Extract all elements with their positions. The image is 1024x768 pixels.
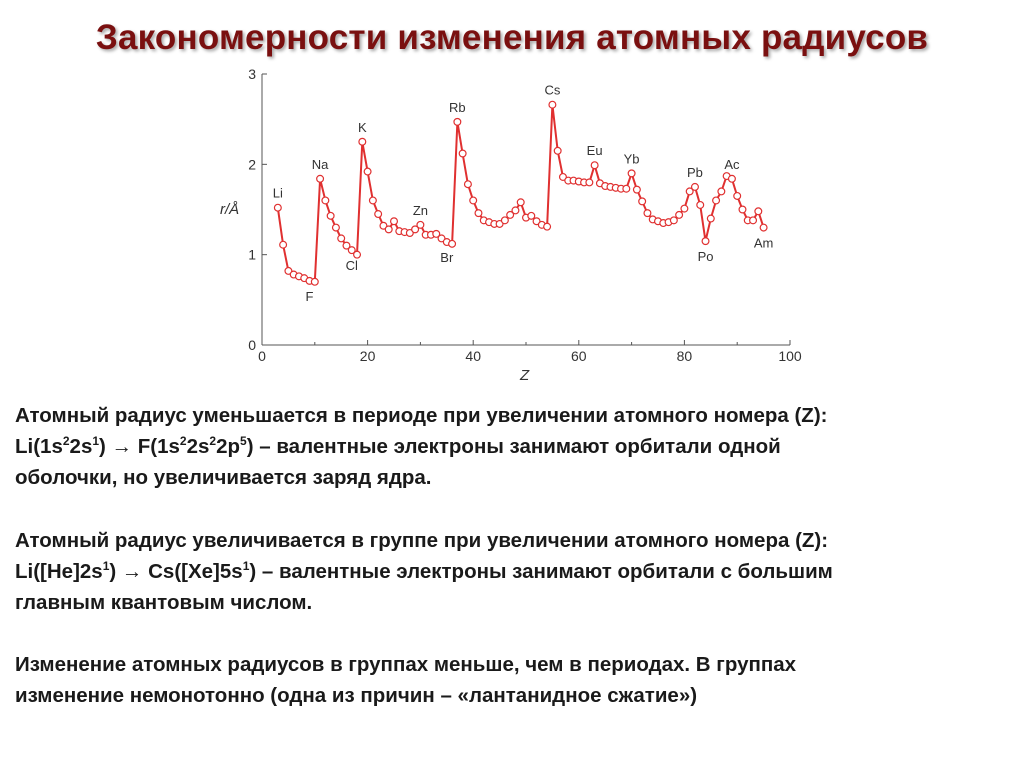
element-label: Br (440, 250, 454, 266)
data-point (280, 241, 287, 248)
data-point (676, 212, 683, 219)
element-label: Eu (586, 143, 603, 159)
data-point (465, 181, 472, 188)
data-point (501, 217, 508, 224)
data-point (760, 224, 767, 231)
data-point (702, 238, 709, 245)
element-label: Cl (345, 258, 358, 274)
x-tick-label: 100 (778, 348, 802, 364)
data-point (364, 168, 371, 175)
comparison-line-2: изменение немонотонно (одна из причин – «лантанидное сжатие») (15, 684, 698, 708)
data-point (385, 226, 392, 233)
group-explanation-end: главным квантовым числом. (15, 591, 313, 615)
data-point (697, 202, 704, 209)
data-point (707, 215, 714, 222)
data-point (311, 278, 318, 285)
x-tick-label: 40 (465, 348, 481, 364)
paragraph-period (15, 400, 1015, 494)
data-point (333, 224, 340, 231)
text-run: ) → Cs([Xe]5s (109, 559, 243, 583)
element-label: Ac (724, 156, 740, 172)
data-point (713, 197, 720, 204)
data-point (528, 212, 535, 219)
data-point (681, 205, 688, 212)
element-label: Pb (687, 164, 703, 180)
x-tick-label: 0 (258, 348, 266, 364)
element-label: Na (311, 156, 329, 172)
text-run: ) – валентные электроны занимают орбитали одной (246, 435, 781, 459)
superscript: 2 (179, 434, 187, 449)
data-point (359, 138, 366, 145)
text-run: ) – валентные электроны занимают орбитали с большим (249, 559, 833, 583)
group-config-li: Li([He]2s (15, 559, 103, 583)
superscript: 2 (62, 434, 70, 449)
x-axis-title: Z (520, 367, 530, 384)
atomic-radius-chart (200, 62, 810, 387)
element-label: Rb (449, 99, 466, 115)
data-point (417, 221, 424, 228)
superscript: 1 (242, 558, 250, 573)
data-point (739, 206, 746, 213)
superscript: 1 (102, 558, 110, 573)
data-point (755, 208, 762, 215)
data-point (391, 218, 398, 225)
y-tick-label: 0 (248, 337, 256, 353)
data-point (718, 188, 725, 195)
element-label: Cs (544, 82, 561, 98)
text-run: 2p (216, 435, 241, 459)
data-point (633, 186, 640, 193)
text-run: 2s (69, 435, 93, 459)
data-point (369, 197, 376, 204)
paragraph-comparison (15, 649, 1015, 711)
element-label: Yb (623, 151, 640, 167)
data-point (639, 198, 646, 205)
data-point (475, 210, 482, 217)
data-point (644, 210, 651, 217)
x-tick-label: 60 (571, 348, 587, 364)
paragraph-group (15, 525, 1015, 619)
data-point (322, 197, 329, 204)
superscript: 1 (92, 434, 100, 449)
data-point (470, 197, 477, 204)
period-config-li: Li(1s (15, 435, 63, 459)
element-label: F (305, 288, 314, 304)
data-point (338, 235, 345, 242)
body-text (15, 400, 1015, 712)
data-point (327, 212, 334, 219)
y-tick-label: 3 (248, 66, 256, 82)
data-point (354, 251, 361, 258)
data-point (750, 217, 757, 224)
data-point (586, 179, 593, 186)
y-tick-label: 1 (248, 246, 256, 263)
slide-title: Закономерности изменения атомных радиусов (95, 18, 929, 57)
data-point (459, 150, 466, 157)
data-point (670, 217, 677, 224)
data-point (454, 118, 461, 125)
x-tick-label: 20 (359, 348, 376, 364)
data-point (375, 211, 382, 218)
data-point (549, 101, 556, 108)
data-point (692, 184, 699, 191)
data-point (734, 193, 741, 200)
element-label: Zn (412, 202, 428, 218)
data-point (274, 204, 281, 211)
period-explanation-end: оболочки, но увеличивается заряд ядра. (15, 466, 432, 490)
comparison-line-1: Изменение атомных радиусов в группах меньше, чем в периодах. В группах (15, 653, 797, 677)
superscript: 5 (240, 434, 247, 449)
data-point (623, 185, 630, 192)
text-run: ) → F(1s (99, 435, 180, 459)
period-statement: Атомный радиус уменьшается в периоде при увеличении атомного номера (Z): (15, 404, 828, 427)
element-label: Am (753, 235, 774, 251)
x-tick-label: 80 (676, 348, 693, 364)
data-point (554, 147, 561, 154)
superscript: 2 (209, 434, 217, 449)
data-point (591, 162, 598, 169)
group-statement: Атомный радиус увеличивается в группе при увеличении атомного номера (Z): (15, 528, 829, 552)
y-tick-label: 2 (248, 156, 256, 173)
data-point (544, 223, 551, 230)
element-labels (273, 83, 774, 304)
data-point (517, 199, 524, 206)
element-label: Po (697, 249, 714, 265)
y-axis-title: r/Å (220, 201, 240, 218)
data-point (512, 207, 519, 214)
element-label: Li (272, 185, 283, 201)
text-run: 2s (186, 435, 210, 459)
element-label: K (357, 119, 367, 135)
data-point (628, 170, 635, 177)
data-point (449, 240, 456, 247)
data-point (317, 175, 324, 182)
data-point (729, 175, 736, 182)
